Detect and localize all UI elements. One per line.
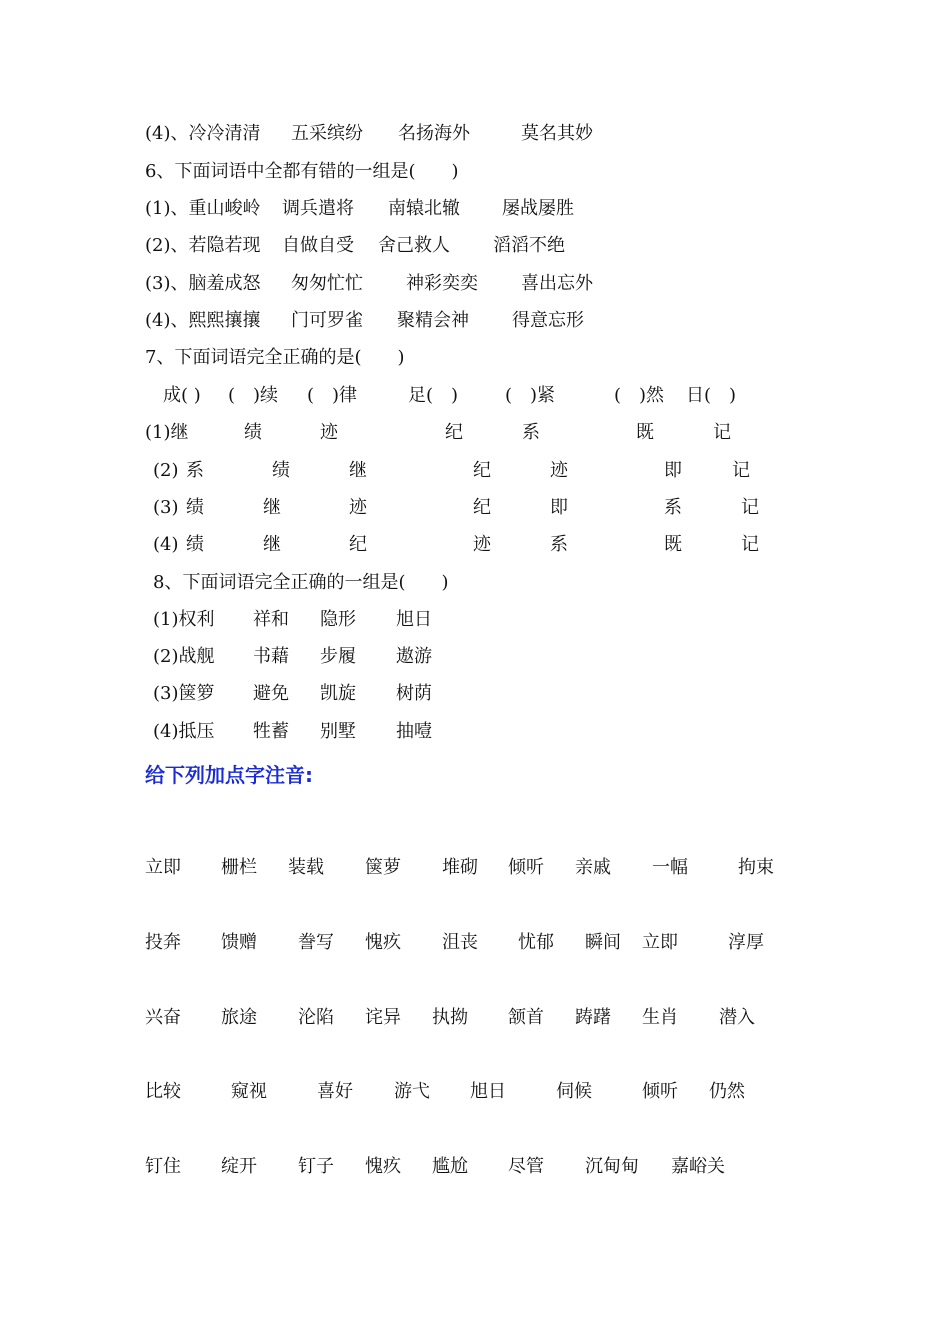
- option-word: 五采缤纷: [291, 123, 363, 144]
- option-word: 抽噎: [396, 721, 432, 742]
- pinyin-word: 沦陷: [298, 1007, 334, 1028]
- pinyin-word: 栅栏: [221, 857, 257, 878]
- pinyin-word: 堆砌: [442, 857, 478, 878]
- option-char: 纪: [445, 422, 463, 443]
- option-char: 系: [664, 497, 682, 518]
- option-label: (4)、冷冷清清: [145, 123, 261, 144]
- pinyin-word: 拘束: [738, 857, 774, 878]
- pinyin-word: 游弋: [394, 1081, 430, 1102]
- pinyin-word: 诧异: [365, 1007, 401, 1028]
- pinyin-word: 兴奋: [145, 1007, 181, 1028]
- blank-word: 日( ): [686, 385, 737, 406]
- option-word: 凯旋: [320, 683, 356, 704]
- option-char: 记: [741, 497, 759, 518]
- option-label: (1)权利: [153, 609, 215, 630]
- pinyin-word: 比较: [145, 1081, 181, 1102]
- pinyin-word: 生肖: [642, 1007, 678, 1028]
- option-char: 继: [263, 534, 281, 555]
- pinyin-word: 誊写: [298, 932, 334, 953]
- option-char: 系: [186, 460, 204, 481]
- option-char: 迹: [550, 460, 568, 481]
- option-char: 继: [349, 460, 367, 481]
- option-char: 记: [741, 534, 759, 555]
- pinyin-word: 执拗: [432, 1007, 468, 1028]
- option-word: 书藉: [253, 646, 289, 667]
- option-label: (4): [153, 534, 179, 555]
- q7-question: 7、下面词语完全正确的是( ): [145, 347, 405, 368]
- option-label: (2): [153, 460, 179, 481]
- option-word: 祥和: [253, 609, 289, 630]
- option-word: 树荫: [396, 683, 432, 704]
- option-char: 既: [636, 422, 654, 443]
- option-char: 绩: [186, 534, 204, 555]
- pinyin-word: 颔首: [508, 1007, 544, 1028]
- option-char: 纪: [473, 460, 491, 481]
- option-word: 别墅: [320, 721, 356, 742]
- option-word: 名扬海外: [398, 123, 470, 144]
- pinyin-word: 倾听: [642, 1081, 678, 1102]
- option-word: 隐形: [320, 609, 356, 630]
- pinyin-word: 淳厚: [728, 932, 764, 953]
- option-label: (4)、熙熙攘攘: [145, 310, 261, 331]
- pinyin-word: 馈赠: [221, 932, 257, 953]
- pinyin-word: 箧萝: [365, 857, 401, 878]
- pinyin-word: 倾听: [508, 857, 544, 878]
- option-char: 迹: [320, 422, 338, 443]
- option-char: 纪: [349, 534, 367, 555]
- option-char: 记: [732, 460, 750, 481]
- pinyin-word: 投奔: [145, 932, 181, 953]
- pinyin-word: 绽开: [221, 1156, 257, 1177]
- section-heading: 给下列加点字注音:: [145, 763, 313, 787]
- option-word: 聚精会神: [397, 310, 469, 331]
- option-word: 喜出忘外: [521, 273, 593, 294]
- blank-word: 足( ): [408, 385, 459, 406]
- pinyin-word: 尽管: [508, 1156, 544, 1177]
- pinyin-word: 钉子: [298, 1156, 334, 1177]
- pinyin-word: 立即: [145, 857, 181, 878]
- pinyin-word: 踌躇: [575, 1007, 611, 1028]
- pinyin-word: 潜入: [719, 1007, 755, 1028]
- option-word: 滔滔不绝: [493, 235, 565, 256]
- pinyin-word: 仍然: [709, 1081, 745, 1102]
- option-label: (3): [153, 497, 179, 518]
- option-word: 步履: [320, 646, 356, 667]
- blank-word: ( )紧: [505, 385, 556, 406]
- blank-word: ( )律: [307, 385, 358, 406]
- option-char: 记: [713, 422, 731, 443]
- option-word: 神彩奕奕: [406, 273, 478, 294]
- option-word: 调兵遣将: [282, 198, 354, 219]
- pinyin-word: 亲戚: [575, 857, 611, 878]
- pinyin-word: 愧疚: [365, 1156, 401, 1177]
- option-char: 纪: [473, 497, 491, 518]
- option-word: 避免: [253, 683, 289, 704]
- blank-word: ( )续: [228, 385, 279, 406]
- option-word: 南辕北辙: [388, 198, 460, 219]
- pinyin-word: 钉住: [145, 1156, 181, 1177]
- option-label: (2)战舰: [153, 646, 215, 667]
- pinyin-word: 装载: [288, 857, 324, 878]
- option-word: 莫名其妙: [521, 123, 593, 144]
- pinyin-word: 旅途: [221, 1007, 257, 1028]
- option-label: (3)、脑羞成怒: [145, 273, 261, 294]
- option-word: 自做自受: [282, 235, 354, 256]
- pinyin-word: 尴尬: [432, 1156, 468, 1177]
- pinyin-word: 一幅: [652, 857, 688, 878]
- option-label: (4)抵压: [153, 721, 215, 742]
- option-word: 匆匆忙忙: [291, 273, 363, 294]
- option-word: 屡战屡胜: [502, 198, 574, 219]
- option-word: 门可罗雀: [291, 310, 363, 331]
- option-label: (1)、重山峻岭: [145, 198, 261, 219]
- option-char: 迹: [473, 534, 491, 555]
- option-word: 牲蓄: [253, 721, 289, 742]
- option-word: 舍己救人: [378, 235, 450, 256]
- pinyin-word: 嘉峪关: [671, 1156, 725, 1177]
- option-label: (2)、若隐若现: [145, 235, 261, 256]
- blank-word: ( )然: [614, 385, 665, 406]
- q8-question: 8、下面词语完全正确的一组是( ): [153, 572, 449, 593]
- pinyin-word: 忧郁: [518, 932, 554, 953]
- pinyin-word: 旭日: [470, 1081, 506, 1102]
- option-word: 得意忘形: [512, 310, 584, 331]
- pinyin-word: 瞬间: [585, 932, 621, 953]
- option-char: 绩: [272, 460, 290, 481]
- q5-option-4: [0, 0, 950, 144]
- option-char: 绩: [244, 422, 262, 443]
- option-char: 即: [550, 497, 568, 518]
- option-char: 绩: [186, 497, 204, 518]
- pinyin-word: 沉甸甸: [585, 1156, 639, 1177]
- option-char: 系: [550, 534, 568, 555]
- option-char: 继: [263, 497, 281, 518]
- option-label: (1)继: [145, 422, 189, 443]
- option-char: 系: [522, 422, 540, 443]
- pinyin-word: 立即: [642, 932, 678, 953]
- pinyin-word: 窥视: [231, 1081, 267, 1102]
- blank-word: 成( ): [163, 385, 201, 406]
- option-word: 旭日: [396, 609, 432, 630]
- pinyin-word: 伺候: [556, 1081, 592, 1102]
- pinyin-word: 愧疚: [365, 932, 401, 953]
- option-char: 即: [664, 460, 682, 481]
- option-label: (3)箧箩: [153, 683, 215, 704]
- option-char: 既: [664, 534, 682, 555]
- pinyin-word: 喜好: [317, 1081, 353, 1102]
- q6-question: 6、下面词语中全都有错的一组是( ): [145, 161, 459, 182]
- option-word: 遨游: [396, 646, 432, 667]
- option-char: 迹: [349, 497, 367, 518]
- pinyin-word: 沮丧: [442, 932, 478, 953]
